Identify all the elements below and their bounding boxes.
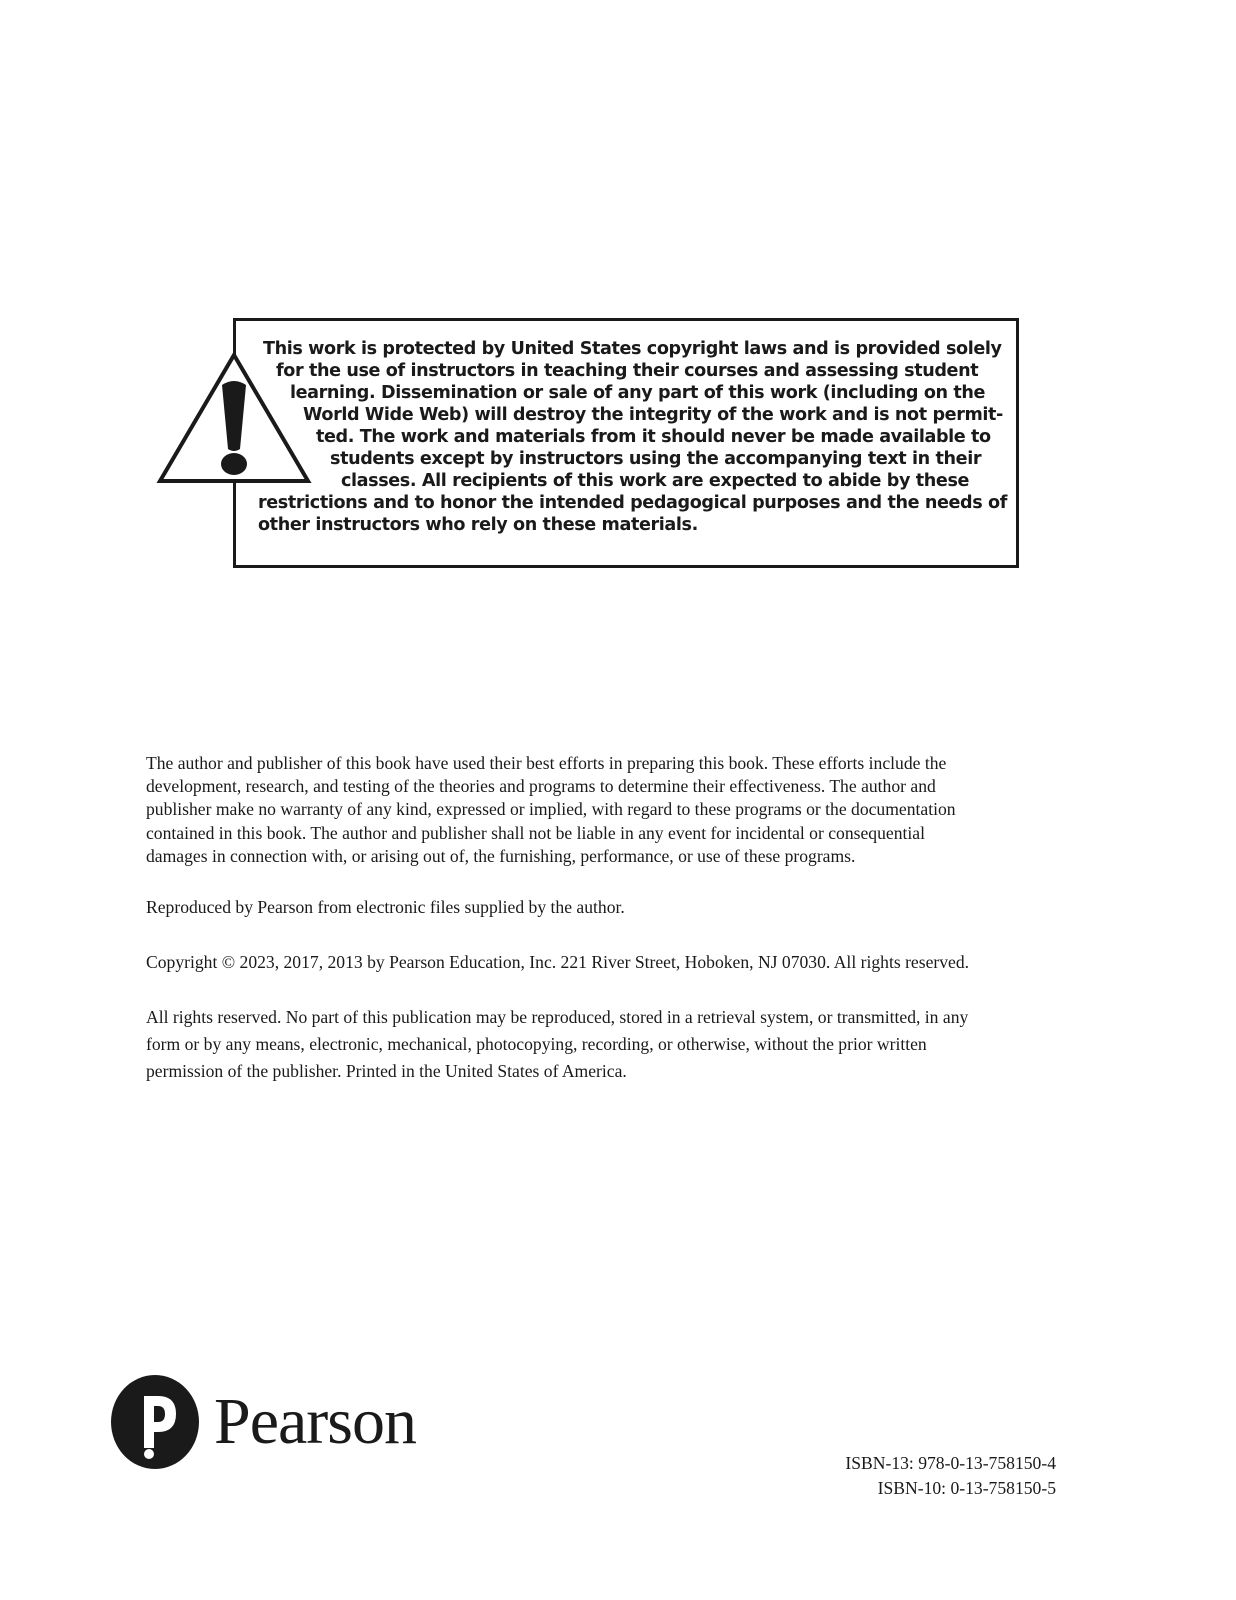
pearson-wordmark: Pearson [214, 1385, 416, 1458]
disclaimer-line: damages in connection with, or arising out of, the furnishing, performance, or use of these programs. [146, 845, 856, 866]
disclaimer-paragraph [146, 752, 1096, 868]
warning-line: learning. Dissemination or sale of any part of this work (including on the [290, 383, 986, 403]
isbn-block [845, 1451, 1056, 1501]
isbn-10: ISBN-10: 0-13-758150-5 [877, 1478, 1056, 1498]
copyright-notice: Copyright © 2023, 2017, 2013 by Pearson Education, Inc. 221 River Street, Hoboken, NJ 07030. All rights reserved. [146, 952, 970, 972]
warning-line: ted. The work and materials from it should never be made available to [316, 427, 991, 447]
copyright-warning-text [250, 338, 1007, 536]
rights-line: form or by any means, electronic, mechanical, photocopying, recording, or otherwise, without the prior written [146, 1034, 927, 1054]
warning-line: students except by instructors using the accompanying text in their [330, 449, 982, 469]
pearson-logo-icon [110, 1374, 200, 1470]
warning-line: World Wide Web) will destroy the integrity of the work and is not permit- [303, 405, 1003, 425]
reproduced-notice: Reproduced by Pearson from electronic files supplied by the author. [146, 897, 625, 917]
warning-line: other instructors who rely on these materials. [258, 515, 698, 535]
disclaimer-line: contained in this book. The author and publisher shall not be liable in any event for incidental or consequential [146, 822, 925, 843]
warning-line: classes. All recipients of this work are expected to abide by these [341, 471, 970, 491]
warning-line: for the use of instructors in teaching their courses and assessing student [276, 361, 979, 381]
rights-line: All rights reserved. No part of this publication may be reproduced, stored in a retrieval system, or transmitted, in any [146, 1007, 969, 1027]
isbn-13: ISBN-13: 978-0-13-758150-4 [845, 1453, 1056, 1473]
rights-paragraph [146, 1004, 1096, 1085]
disclaimer-line: publisher make no warranty of any kind, expressed or implied, with regard to these programs or the documentation [146, 799, 956, 820]
disclaimer-line: development, research, and testing of the theories and programs to determine their effectiveness. The author and [146, 776, 936, 797]
rights-line: permission of the publisher. Printed in the United States of America. [146, 1061, 627, 1081]
warning-line: This work is protected by United States copyright laws and is provided solely [263, 339, 1002, 359]
disclaimer-line: The author and publisher of this book have used their best efforts in preparing this book. These efforts include the [146, 753, 947, 773]
warning-line: restrictions and to honor the intended pedagogical purposes and the needs of [258, 493, 1007, 513]
pearson-logo [110, 1372, 416, 1472]
